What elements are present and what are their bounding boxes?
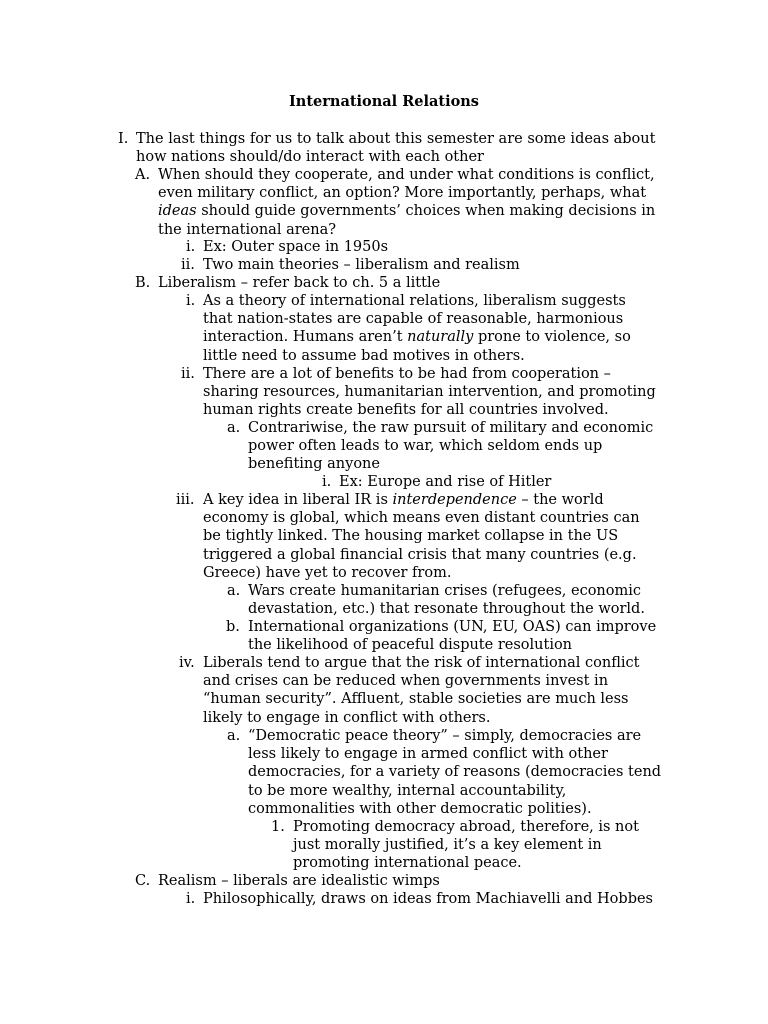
outline-line: power often leads to war, which seldom ends up [248,438,603,455]
emphasis-text: interdependence [392,492,517,508]
outline-item-B-iii-a [227,582,645,618]
outline-number: i. [186,293,196,309]
outline-line [203,491,640,509]
outline-line: The last things for us to talk about this semester are some ideas about [136,131,656,147]
outline-line: how nations should/do interact with each other [136,149,484,166]
outline-number: iv. [179,655,195,671]
outline-line: Ex: Outer space in 1950s [203,239,389,255]
emphasis-text: ideas [158,203,197,220]
outline-item-B-iii [176,491,640,582]
outline-number: iii. [176,492,195,508]
outline-line: Liberals tend to argue that the risk of international conflict [203,655,640,671]
outline-line: There are a lot of benefits to be had from cooperation – [203,366,611,382]
outline-line: Greece) have yet to recover from. [203,564,452,581]
outline-number: a. [227,728,241,744]
outline-line: be tightly linked. The housing market collapse in the US [203,528,619,545]
outline-line [158,202,655,220]
outline-item-A-i [186,238,389,256]
outline-line: that nation-states are capable of reasonable, harmonious [203,311,624,328]
outline-line: Contrariwise, the raw pursuit of military and economic [248,420,654,436]
outline-text: prone to violence, so [473,329,631,346]
outline-number: a. [227,420,241,436]
outline-line: benefiting anyone [248,456,380,473]
document-title: International Relations [289,93,479,110]
outline-line [203,328,631,346]
outline-line: little need to assume bad motives in others. [203,347,525,364]
outline-item-B-iv [179,654,640,727]
outline-text: A key idea in liberal IR is [203,492,393,508]
outline-line: Ex: Europe and rise of Hitler [339,474,552,490]
outline-item-B-iv-a [227,727,662,818]
outline-text: should guide governments’ choices when making decisions in [196,203,656,220]
outline-line: Realism – liberals are idealistic wimps [158,873,440,889]
outline-number: i. [186,239,196,255]
outline-line: human rights create benefits for all countries involved. [203,402,609,419]
outline-number: ii. [181,257,195,273]
outline-text: interaction. Humans aren’t [203,329,408,346]
outline-number: a. [227,583,241,599]
outline-number: b. [226,619,240,635]
outline-line: Two main theories – liberalism and realism [203,257,520,273]
outline-item-C-i [186,890,653,908]
outline-line: democracies, for a variety of reasons (democracies tend [248,764,662,781]
outline-line: and crises can be reduced when governments invest in [203,673,609,690]
outline-number: A. [135,167,151,183]
outline-line: “Democratic peace theory” – simply, democracies are [248,728,642,744]
emphasis-text: naturally [407,329,474,346]
outline-line: sharing resources, humanitarian intervention, and promoting [203,384,656,401]
outline-text: – the world [516,492,604,508]
outline-line: Liberalism – refer back to ch. 5 a little [158,275,441,291]
outline-line: International organizations (UN, EU, OAS) can improve [248,619,657,635]
outline-item-B-ii-a [227,419,654,474]
outline-number: C. [135,873,151,889]
outline-line: Wars create humanitarian crises (refugees, economic [248,583,641,599]
outline-item-B-ii [181,365,656,420]
outline-line: less likely to engage in armed conflict with other [248,746,608,763]
outline-line: devastation, etc.) that resonate throughout the world. [248,601,645,618]
outline-item-C [135,872,440,890]
outline-line: economy is global, which means even distant countries can [203,510,640,527]
outline-item-B-i [186,292,631,365]
outline-line: triggered a global financial crisis that many countries (e.g. [203,546,637,563]
outline-number: i. [322,474,332,490]
outline-line: Philosophically, draws on ideas from Machiavelli and Hobbes [203,891,653,907]
outline-line: just morally justified, it’s a key element in [293,837,602,854]
outline-item-A [135,166,656,239]
outline-line: to be more wealthy, internal accountability, [248,782,567,799]
outline-number: 1. [271,819,285,835]
outline-item-B [135,274,441,292]
outline-line: Promoting democracy abroad, therefore, is not [293,819,639,835]
outline-number: B. [135,275,151,291]
outline-line: the international arena? [158,221,336,238]
outline-item-B-iv-a-1 [271,818,639,873]
outline-item-A-ii [181,256,520,274]
outline-line: promoting international peace. [293,855,522,872]
outline-line: “human security”. Affluent, stable societies are much less [203,691,629,708]
outline-line: When should they cooperate, and under what conditions is conflict, [158,167,655,183]
outline-number: ii. [181,366,195,382]
outline-line: As a theory of international relations, liberalism suggests [203,293,626,309]
outline-line: likely to engage in conflict with others. [203,709,491,726]
outline-item-B-iii-b [226,618,657,654]
outline-line: commonalities with other democratic polities). [248,800,592,817]
outline-line: even military conflict, an option? More importantly, perhaps, what [158,185,647,202]
outline-number: i. [186,891,196,907]
outline-line: the likelihood of peaceful dispute resolution [248,637,573,654]
outline-number: I. [118,131,129,147]
outline-item-B-ii-a-i [322,473,552,491]
outline-item-I [118,130,656,166]
